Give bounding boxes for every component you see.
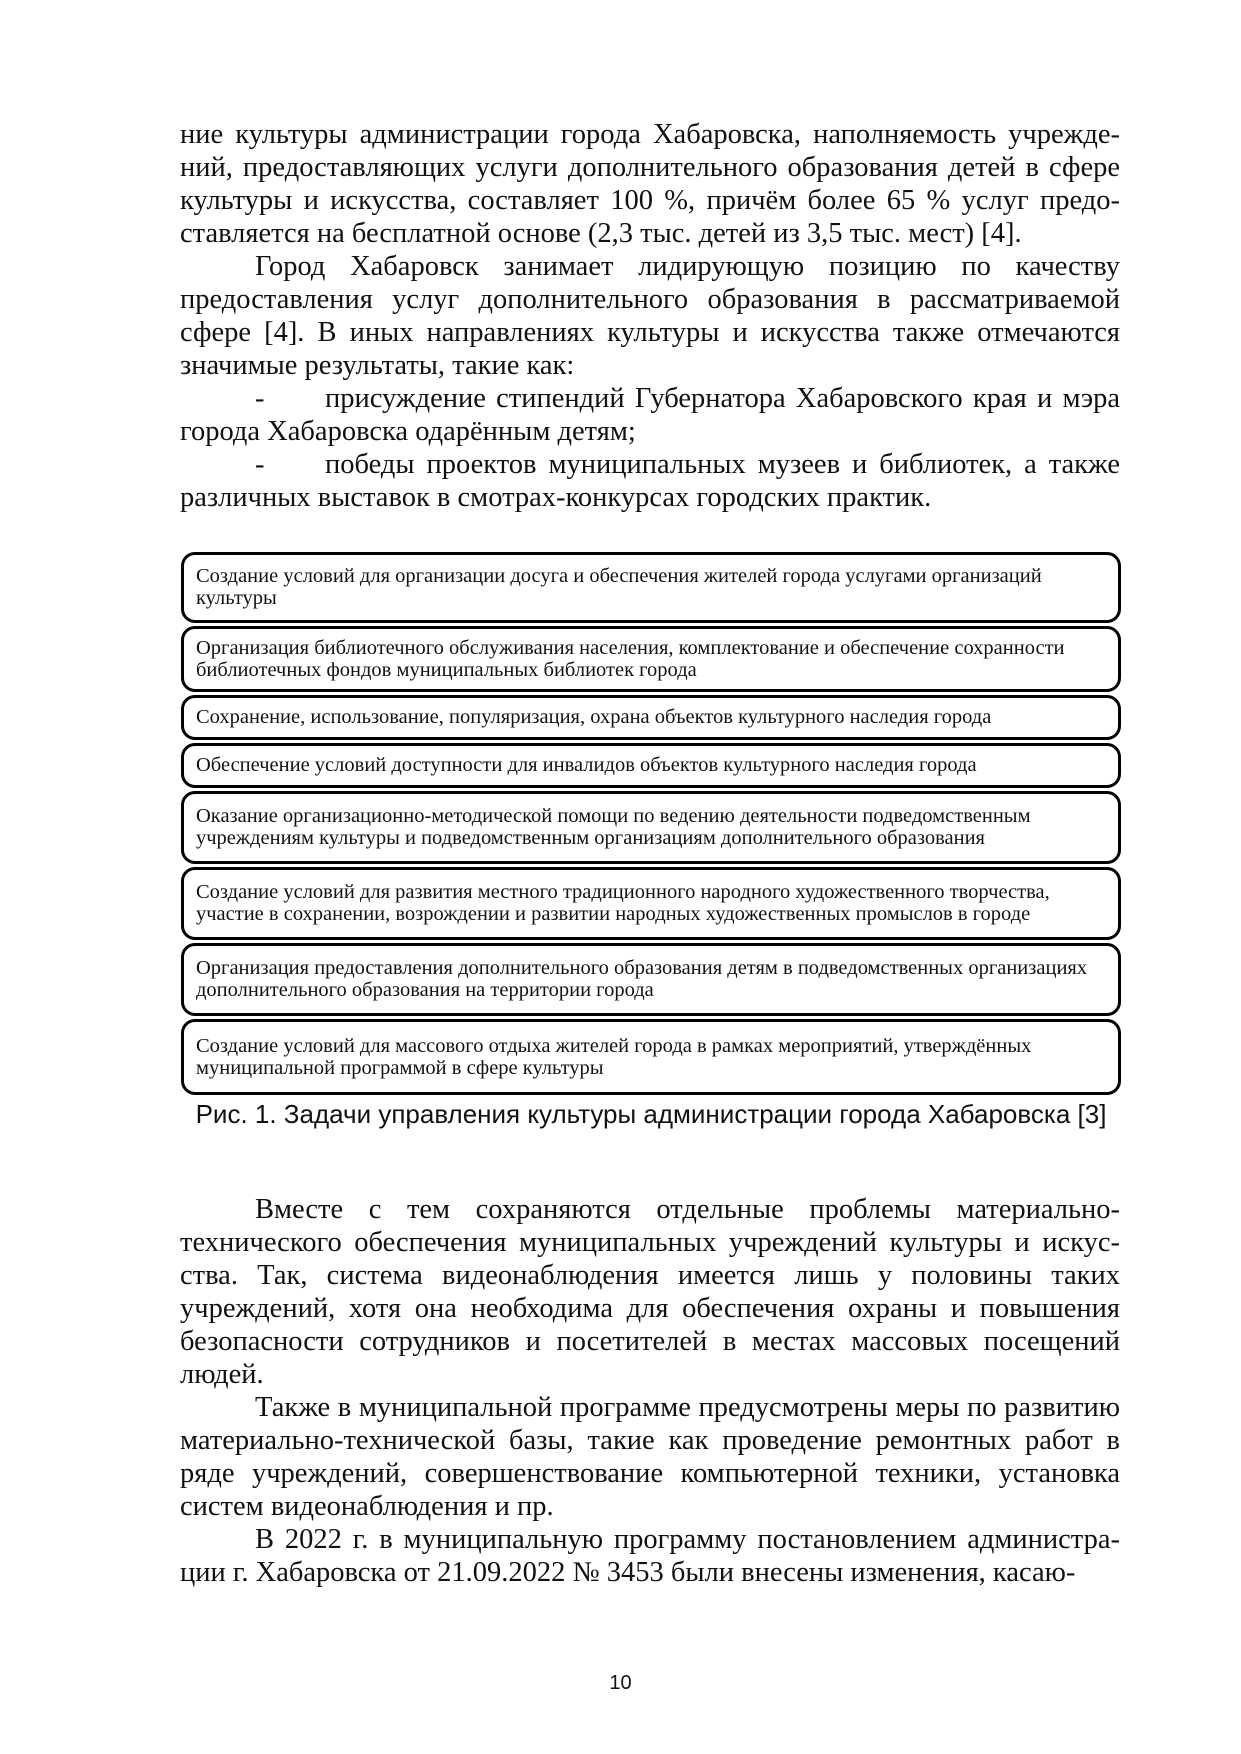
bullet-item-museum-projects [180,448,1120,514]
top-text-block [180,118,1120,514]
task-text: Оказание организационно-методической помощи по ведению деятельности подведомственным учреждениям культуры и подведомственным организациям дополнительного образования [196,805,1031,849]
task-box-heritage [181,695,1121,740]
bullet-text: победы проектов муниципальных музеев и библиотек, а также различных выставок в смотрах-конкурсах городских практик. [180,449,1120,513]
task-box-additional-education [181,943,1121,1016]
bullet-text: присуждение стипендий Губернатора Хабаровского края и мэра города Хабаровска одарённым детям; [180,383,1120,447]
paragraph-khabarovsk-leading: Город Хабаровск занимает лидирующую позицию по качеству предоставления услуг дополнительного образования в рассматриваемой сфере [4]. В иных направлениях культуры и искусства также отмечаются значимые результаты, такие как: [180,251,1120,381]
task-box-accessibility [181,743,1121,788]
task-box-leisure [181,552,1121,623]
tasks-figure [181,552,1121,1130]
page-number: 10 [609,1672,632,1694]
paragraph-program-measures: Также в муниципальной программе предусмотрены меры по развитию материально-технической базы, такие как проведение ремонтных работ в ряде учреждений, совершенствование компьютерной техники, установка систем видеонаблюдения и пр. [180,1392,1120,1522]
paragraph-2022-changes: В 2022 г. в муниципальную программу постановлением администрации г. Хабаровска от 21.09.2022 № 3453 были внесены изменения, касаю- [180,1524,1120,1588]
task-box-folk-art [181,867,1121,940]
paragraph-continuation: ние культуры администрации города Хабаровска, наполняемость учреждений, предоставляющих услуги дополнительного образования детей в сфере культуры и искусства, составляет 100 %, причём более 65 % услуг предоставляется на бесплатной основе (2,3 тыс. детей из 3,5 тыс. мест) [4]. [180,119,1120,249]
bottom-text-block [180,1193,1120,1589]
bullet-dash: - [255,383,265,414]
task-text: Сохранение, использование, популяризация, охрана объектов культурного наследия города [196,706,992,728]
task-box-mass-recreation [181,1019,1121,1095]
task-text: Обеспечение условий доступности для инвалидов объектов культурного наследия города [196,754,977,776]
task-box-library [181,626,1121,692]
figure-caption: Рис. 1. Задачи управления культуры администрации города Хабаровска [3] [195,1099,1107,1129]
task-text: Создание условий для развития местного традиционного народного художественного творчества, участие в сохранении, возрождении и развитии народных художественных промыслов в городе [196,881,1050,925]
task-text: Создание условий для массового отдыха жителей города в рамках мероприятий, утверждённых муниципальной программой в сфере культуры [196,1034,1032,1079]
task-text: Создание условий для организации досуга и обеспечения жителей города услугами организаций культуры [196,565,1042,609]
task-box-methodical-help [181,791,1121,864]
task-text: Организация библиотечного обслуживания населения, комплектование и обеспечение сохранности библиотечных фондов муниципальных библиотек города [196,636,1065,681]
task-text: Организация предоставления дополнительного образования детям в подведомственных организациях дополнительного образования на территории города [196,957,1088,1001]
bullet-dash: - [255,449,265,480]
bullet-item-scholarships [180,382,1120,448]
paragraph-material-problems: Вместе с тем сохраняются отдельные проблемы материально-технического обеспечения муниципальных учреждений культуры и искусства. Так, система видеонаблюдения имеется лишь у половины таких учреждений, хотя она необходима для обеспечения охраны и повышения безопасности сотрудников и посетителей в местах массовых посещений людей. [180,1194,1120,1390]
